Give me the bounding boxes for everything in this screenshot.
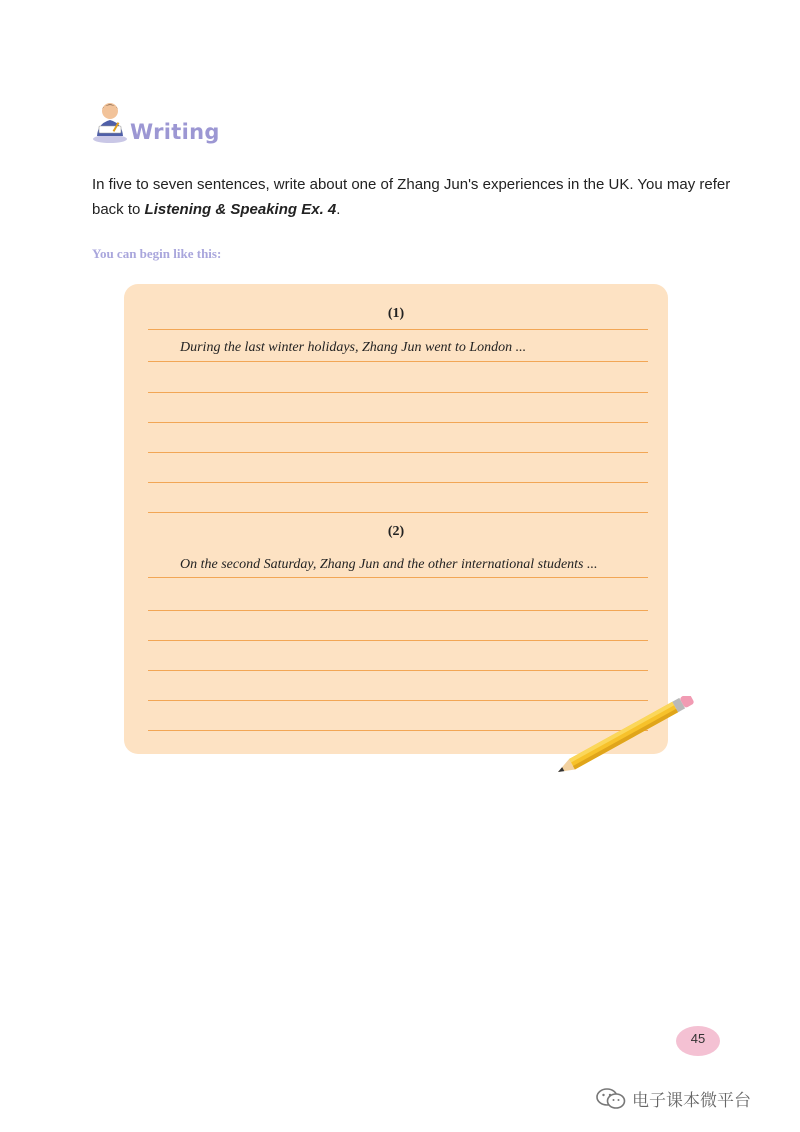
writing-line (148, 422, 648, 423)
pencil-icon (550, 696, 700, 780)
writing-line (148, 610, 648, 611)
page-number-badge: 45 (676, 1026, 720, 1056)
watermark-text: 电子课本微平台 (632, 1091, 751, 1111)
writing-line (148, 512, 648, 513)
part-1-starter: During the last winter holidays, Zhang Jun went to London ... (180, 340, 527, 355)
writing-line (148, 452, 648, 453)
part-1-number: (1) (387, 306, 405, 321)
instructions-end: . (336, 201, 341, 218)
writing-line (148, 361, 648, 362)
writing-line (148, 577, 648, 578)
section-title: Writing (130, 120, 220, 144)
prompt-lead: You can begin like this: (92, 246, 222, 261)
writing-line (148, 392, 648, 393)
writing-line (148, 482, 648, 483)
instructions-text: In five to seven sentences, write about one of Zhang Jun's experiences in the UK. You may refer back to (92, 176, 731, 218)
part-2-number: (2) (387, 524, 405, 539)
instructions (92, 172, 732, 222)
instructions-reference: Listening & Speaking Ex. 4 (144, 201, 337, 218)
writing-line (148, 640, 648, 641)
part-2-starter: On the second Saturday, Zhang Jun and the other international students ... (180, 557, 598, 572)
wechat-icon (596, 1088, 626, 1110)
writing-line (148, 670, 648, 671)
writing-line (148, 329, 648, 330)
writing-boy-icon (88, 96, 132, 144)
lined-writing-card (124, 284, 668, 754)
watermark (596, 1084, 786, 1112)
